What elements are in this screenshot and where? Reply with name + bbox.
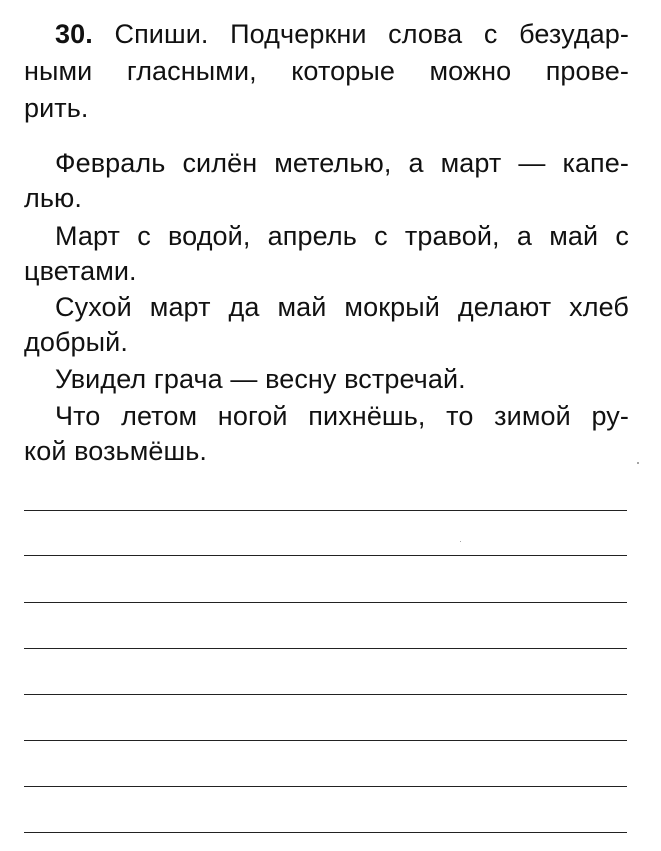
- writing-line[interactable]: [24, 648, 627, 649]
- task-line-1: [55, 17, 629, 51]
- proverb-3-line-1: Сухой март да май мокрый делают хлеб: [55, 292, 629, 322]
- proverb-5-line-2: кой возьмёшь.: [24, 436, 208, 466]
- writing-line[interactable]: [24, 510, 627, 511]
- proverb-1-line-1: Февраль силён метелью, а март — капе-: [55, 148, 629, 178]
- writing-line[interactable]: [24, 602, 627, 603]
- proverb-4-line-1: Увидел грача — весну встречай.: [55, 364, 466, 394]
- writing-line[interactable]: [24, 555, 627, 556]
- proverb-5-line-1: Что летом ногой пихнёшь, то зимой ру-: [55, 401, 629, 431]
- task-line-2: ными гласными, которые можно прове-: [24, 56, 629, 86]
- proverb-1-line-2: лью.: [24, 183, 82, 213]
- proverb-3-line-2: добрый.: [24, 327, 128, 357]
- writing-line[interactable]: [24, 786, 627, 787]
- task-line-3: рить.: [24, 93, 89, 123]
- writing-line[interactable]: [24, 740, 627, 741]
- writing-line[interactable]: [24, 694, 627, 695]
- proverb-2-line-1: Март с водой, апрель с травой, а май с: [55, 221, 629, 251]
- scan-speck: [637, 462, 639, 464]
- proverb-2-line-2: цветами.: [24, 256, 137, 286]
- task-instruction-1: Спиши. Подчеркни слова с безудар-: [114, 19, 629, 49]
- writing-line[interactable]: [24, 832, 627, 833]
- scan-speck: [460, 541, 461, 542]
- task-number: 30.: [55, 19, 93, 49]
